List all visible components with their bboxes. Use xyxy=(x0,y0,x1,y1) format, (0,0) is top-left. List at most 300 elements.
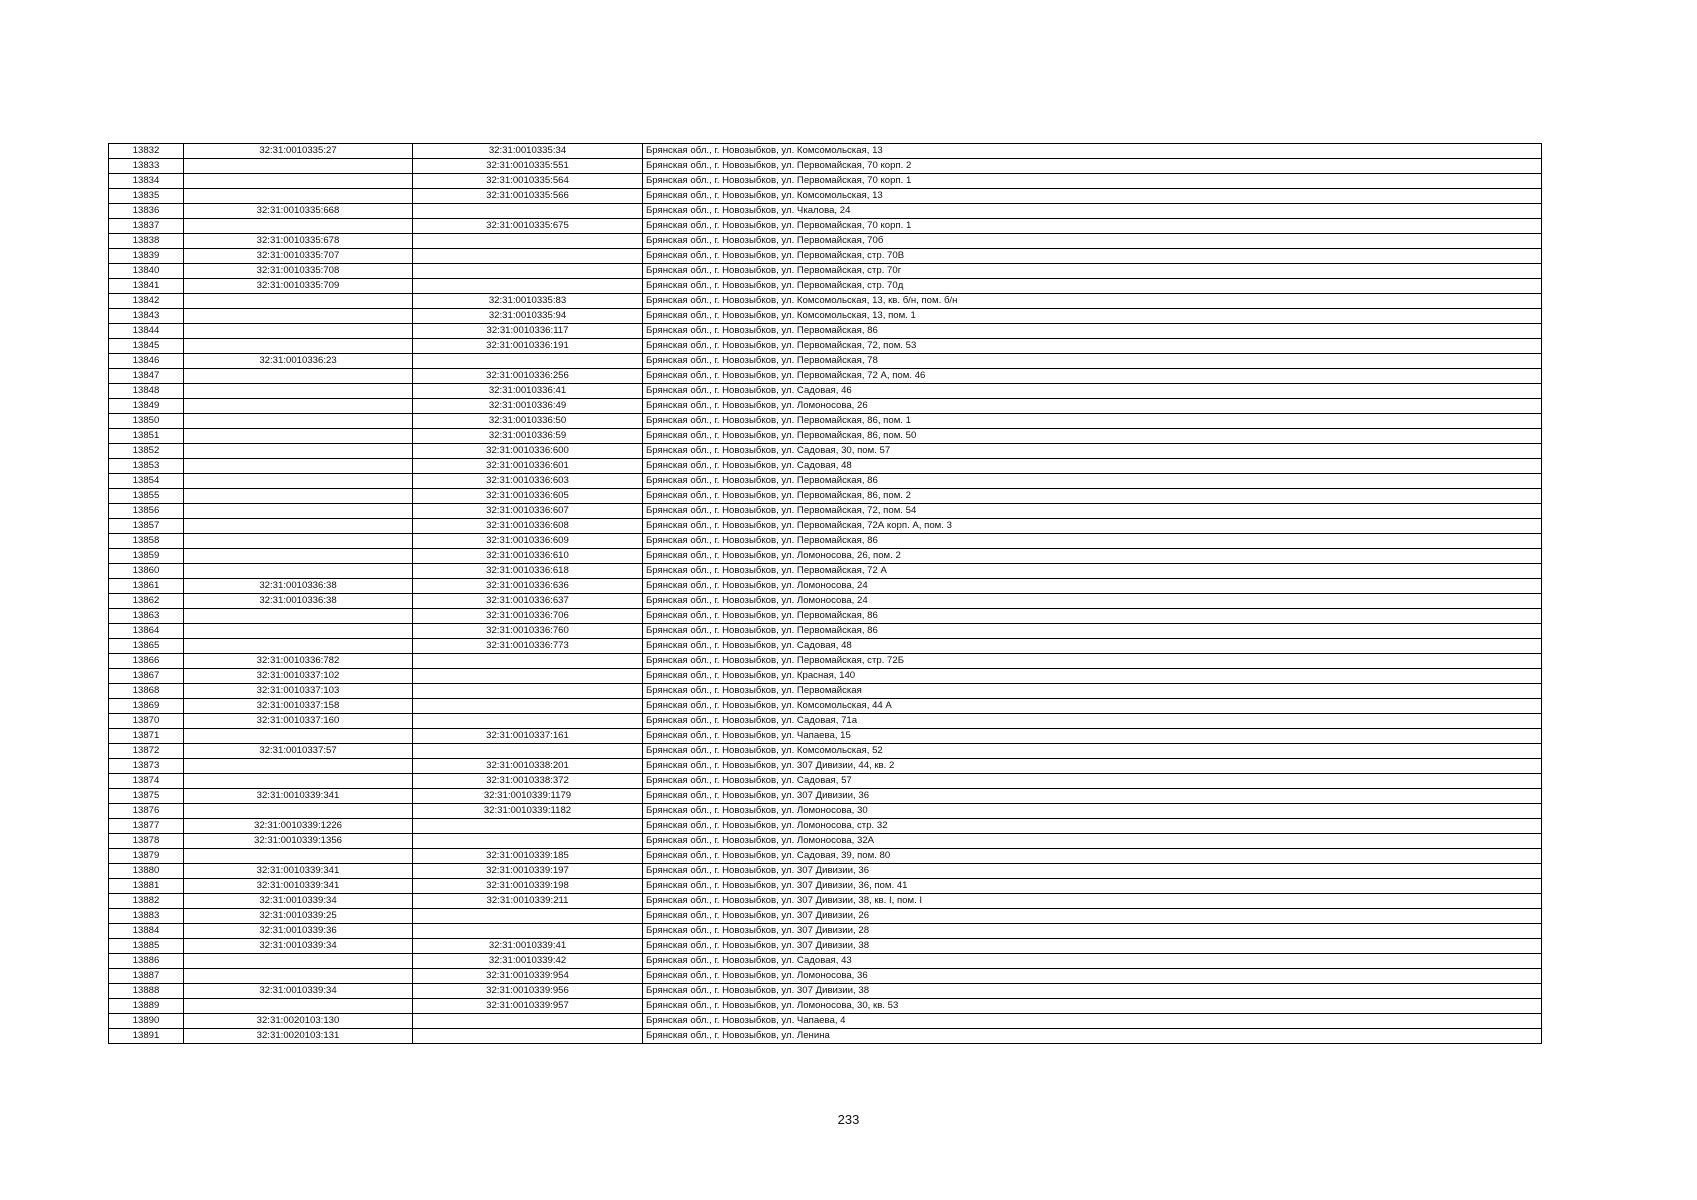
address-cell: Брянская обл., г. Новозыбков, ул. Комсомольская, 44 А xyxy=(643,699,1542,714)
row-number-cell: 13844 xyxy=(109,324,184,339)
row-number-cell: 13848 xyxy=(109,384,184,399)
object-cadastral-number-cell xyxy=(413,264,643,279)
row-number-cell: 13867 xyxy=(109,669,184,684)
land-cadastral-number-cell: 32:31:0010337:158 xyxy=(184,699,413,714)
address-cell: Брянская обл., г. Новозыбков, ул. 307 Дивизии, 38, кв. I, пом. I xyxy=(643,894,1542,909)
land-cadastral-number-cell xyxy=(184,564,413,579)
row-number-cell: 13868 xyxy=(109,684,184,699)
object-cadastral-number-cell xyxy=(413,1014,643,1029)
row-number-cell: 13836 xyxy=(109,204,184,219)
object-cadastral-number-cell: 32:31:0010336:603 xyxy=(413,474,643,489)
table-row xyxy=(109,969,1542,984)
page-number: 233 xyxy=(837,1112,860,1127)
row-number-cell: 13889 xyxy=(109,999,184,1014)
object-cadastral-number-cell: 32:31:0010336:610 xyxy=(413,549,643,564)
land-cadastral-number-cell: 32:31:0010335:709 xyxy=(184,279,413,294)
row-number-cell: 13849 xyxy=(109,399,184,414)
row-number-cell: 13880 xyxy=(109,864,184,879)
object-cadastral-number-cell xyxy=(413,684,643,699)
row-number-cell: 13877 xyxy=(109,819,184,834)
table-row xyxy=(109,324,1542,339)
table-row xyxy=(109,579,1542,594)
table-row xyxy=(109,864,1542,879)
table-row xyxy=(109,429,1542,444)
table-row xyxy=(109,804,1542,819)
table-row xyxy=(109,714,1542,729)
row-number-cell: 13870 xyxy=(109,714,184,729)
row-number-cell: 13840 xyxy=(109,264,184,279)
table-row xyxy=(109,279,1542,294)
object-cadastral-number-cell xyxy=(413,669,643,684)
row-number-cell: 13846 xyxy=(109,354,184,369)
object-cadastral-number-cell: 32:31:0010339:1182 xyxy=(413,804,643,819)
address-cell: Брянская обл., г. Новозыбков, ул. Ломоносова, 36 xyxy=(643,969,1542,984)
row-number-cell: 13871 xyxy=(109,729,184,744)
land-cadastral-number-cell xyxy=(184,384,413,399)
row-number-cell: 13853 xyxy=(109,459,184,474)
object-cadastral-number-cell: 32:31:0010336:618 xyxy=(413,564,643,579)
row-number-cell: 13835 xyxy=(109,189,184,204)
table-row xyxy=(109,729,1542,744)
address-cell: Брянская обл., г. Новозыбков, ул. Первомайская, 78 xyxy=(643,354,1542,369)
address-cell: Брянская обл., г. Новозыбков, ул. Первомайская, 86 xyxy=(643,624,1542,639)
table-row xyxy=(109,519,1542,534)
row-number-cell: 13852 xyxy=(109,444,184,459)
table-row xyxy=(109,909,1542,924)
row-number-cell: 13854 xyxy=(109,474,184,489)
address-cell: Брянская обл., г. Новозыбков, ул. Комсомольская, 13 xyxy=(643,144,1542,159)
table-row xyxy=(109,624,1542,639)
address-cell: Брянская обл., г. Новозыбков, ул. Садовая, 30, пом. 57 xyxy=(643,444,1542,459)
address-cell: Брянская обл., г. Новозыбков, ул. Первомайская, 86 xyxy=(643,474,1542,489)
row-number-cell: 13890 xyxy=(109,1014,184,1029)
object-cadastral-number-cell: 32:31:0010338:372 xyxy=(413,774,643,789)
object-cadastral-number-cell: 32:31:0010339:185 xyxy=(413,849,643,864)
object-cadastral-number-cell: 32:31:0010339:198 xyxy=(413,879,643,894)
land-cadastral-number-cell: 32:31:0010339:1226 xyxy=(184,819,413,834)
land-cadastral-number-cell: 32:31:0010336:38 xyxy=(184,579,413,594)
table-row xyxy=(109,459,1542,474)
object-cadastral-number-cell xyxy=(413,744,643,759)
row-number-cell: 13875 xyxy=(109,789,184,804)
address-cell: Брянская обл., г. Новозыбков, ул. Ломоносова, 32А xyxy=(643,834,1542,849)
land-cadastral-number-cell xyxy=(184,969,413,984)
land-cadastral-number-cell xyxy=(184,489,413,504)
table-row xyxy=(109,639,1542,654)
land-cadastral-number-cell: 32:31:0010336:782 xyxy=(184,654,413,669)
address-cell: Брянская обл., г. Новозыбков, ул. Садовая, 46 xyxy=(643,384,1542,399)
table-row xyxy=(109,294,1542,309)
land-cadastral-number-cell xyxy=(184,414,413,429)
object-cadastral-number-cell: 32:31:0010335:551 xyxy=(413,159,643,174)
address-cell: Брянская обл., г. Новозыбков, ул. Первомайская, 86 xyxy=(643,324,1542,339)
table-row xyxy=(109,669,1542,684)
row-number-cell: 13842 xyxy=(109,294,184,309)
table-row xyxy=(109,774,1542,789)
address-cell: Брянская обл., г. Новозыбков, ул. Садовая, 71а xyxy=(643,714,1542,729)
row-number-cell: 13879 xyxy=(109,849,184,864)
object-cadastral-number-cell: 32:31:0010336:760 xyxy=(413,624,643,639)
land-cadastral-number-cell xyxy=(184,639,413,654)
address-cell: Брянская обл., г. Новозыбков, ул. Садовая, 48 xyxy=(643,459,1542,474)
object-cadastral-number-cell: 32:31:0010335:34 xyxy=(413,144,643,159)
address-cell: Брянская обл., г. Новозыбков, ул. Первомайская, 72А корп. А, пом. 3 xyxy=(643,519,1542,534)
object-cadastral-number-cell: 32:31:0010336:50 xyxy=(413,414,643,429)
row-number-cell: 13887 xyxy=(109,969,184,984)
table-row xyxy=(109,819,1542,834)
address-cell: Брянская обл., г. Новозыбков, ул. Комсомольская, 52 xyxy=(643,744,1542,759)
row-number-cell: 13832 xyxy=(109,144,184,159)
land-cadastral-number-cell xyxy=(184,294,413,309)
land-cadastral-number-cell: 32:31:0010337:57 xyxy=(184,744,413,759)
land-cadastral-number-cell: 32:31:0010335:678 xyxy=(184,234,413,249)
address-cell: Брянская обл., г. Новозыбков, ул. Чапаева, 4 xyxy=(643,1014,1542,1029)
land-cadastral-number-cell xyxy=(184,774,413,789)
land-cadastral-number-cell xyxy=(184,459,413,474)
table-row xyxy=(109,549,1542,564)
table-row xyxy=(109,879,1542,894)
object-cadastral-number-cell xyxy=(413,834,643,849)
row-number-cell: 13855 xyxy=(109,489,184,504)
row-number-cell: 13860 xyxy=(109,564,184,579)
object-cadastral-number-cell xyxy=(413,1029,643,1044)
land-cadastral-number-cell xyxy=(184,609,413,624)
object-cadastral-number-cell xyxy=(413,654,643,669)
land-cadastral-number-cell: 32:31:0010339:25 xyxy=(184,909,413,924)
row-number-cell: 13869 xyxy=(109,699,184,714)
land-cadastral-number-cell: 32:31:0010335:668 xyxy=(184,204,413,219)
row-number-cell: 13845 xyxy=(109,339,184,354)
table-row xyxy=(109,564,1542,579)
row-number-cell: 13874 xyxy=(109,774,184,789)
object-cadastral-number-cell: 32:31:0010335:675 xyxy=(413,219,643,234)
object-cadastral-number-cell xyxy=(413,699,643,714)
address-cell: Брянская обл., г. Новозыбков, ул. 307 Дивизии, 36 xyxy=(643,864,1542,879)
row-number-cell: 13858 xyxy=(109,534,184,549)
row-number-cell: 13864 xyxy=(109,624,184,639)
land-cadastral-number-cell xyxy=(184,729,413,744)
land-cadastral-number-cell xyxy=(184,954,413,969)
address-cell: Брянская обл., г. Новозыбков, ул. 307 Дивизии, 38 xyxy=(643,984,1542,999)
table-row xyxy=(109,144,1542,159)
land-cadastral-number-cell xyxy=(184,159,413,174)
address-cell: Брянская обл., г. Новозыбков, ул. Первомайская, 86, пом. 50 xyxy=(643,429,1542,444)
land-cadastral-number-cell xyxy=(184,324,413,339)
address-cell: Брянская обл., г. Новозыбков, ул. Первомайская, 86, пом. 1 xyxy=(643,414,1542,429)
address-cell: Брянская обл., г. Новозыбков, ул. 307 Дивизии, 26 xyxy=(643,909,1542,924)
address-cell: Брянская обл., г. Новозыбков, ул. Красная, 140 xyxy=(643,669,1542,684)
table-row xyxy=(109,159,1542,174)
address-cell: Брянская обл., г. Новозыбков, ул. Садовая, 48 xyxy=(643,639,1542,654)
object-cadastral-number-cell: 32:31:0010335:94 xyxy=(413,309,643,324)
row-number-cell: 13838 xyxy=(109,234,184,249)
table-row xyxy=(109,384,1542,399)
land-cadastral-number-cell: 32:31:0010339:34 xyxy=(184,939,413,954)
address-cell: Брянская обл., г. Новозыбков, ул. Садовая, 43 xyxy=(643,954,1542,969)
address-cell: Брянская обл., г. Новозыбков, ул. Чкалова, 24 xyxy=(643,204,1542,219)
table-row xyxy=(109,594,1542,609)
registry-table xyxy=(108,143,1542,1044)
land-cadastral-number-cell xyxy=(184,549,413,564)
object-cadastral-number-cell: 32:31:0010336:637 xyxy=(413,594,643,609)
address-cell: Брянская обл., г. Новозыбков, ул. Первомайская, 72 А xyxy=(643,564,1542,579)
address-cell: Брянская обл., г. Новозыбков, ул. Ломоносова, 30 xyxy=(643,804,1542,819)
registry-table-body xyxy=(109,144,1542,1044)
table-row xyxy=(109,654,1542,669)
address-cell: Брянская обл., г. Новозыбков, ул. 307 Дивизии, 44, кв. 2 xyxy=(643,759,1542,774)
object-cadastral-number-cell: 32:31:0010336:41 xyxy=(413,384,643,399)
object-cadastral-number-cell: 32:31:0010336:607 xyxy=(413,504,643,519)
land-cadastral-number-cell: 32:31:0010335:708 xyxy=(184,264,413,279)
land-cadastral-number-cell xyxy=(184,444,413,459)
table-row xyxy=(109,354,1542,369)
address-cell: Брянская обл., г. Новозыбков, ул. Ломоносова, 26 xyxy=(643,399,1542,414)
address-cell: Брянская обл., г. Новозыбков, ул. Первомайская, 72 А, пом. 46 xyxy=(643,369,1542,384)
table-row xyxy=(109,999,1542,1014)
land-cadastral-number-cell: 32:31:0020103:131 xyxy=(184,1029,413,1044)
table-row xyxy=(109,609,1542,624)
object-cadastral-number-cell xyxy=(413,279,643,294)
row-number-cell: 13861 xyxy=(109,579,184,594)
table-row xyxy=(109,309,1542,324)
address-cell: Брянская обл., г. Новозыбков, ул. 307 Дивизии, 36 xyxy=(643,789,1542,804)
address-cell: Брянская обл., г. Новозыбков, ул. Чапаева, 15 xyxy=(643,729,1542,744)
table-row xyxy=(109,789,1542,804)
address-cell: Брянская обл., г. Новозыбков, ул. Комсомольская, 13, пом. 1 xyxy=(643,309,1542,324)
address-cell: Брянская обл., г. Новозыбков, ул. Первомайская, стр. 70В xyxy=(643,249,1542,264)
object-cadastral-number-cell: 32:31:0010336:600 xyxy=(413,444,643,459)
land-cadastral-number-cell: 32:31:0010339:1356 xyxy=(184,834,413,849)
row-number-cell: 13850 xyxy=(109,414,184,429)
object-cadastral-number-cell: 32:31:0010336:605 xyxy=(413,489,643,504)
address-cell: Брянская обл., г. Новозыбков, ул. 307 Дивизии, 38 xyxy=(643,939,1542,954)
table-row xyxy=(109,444,1542,459)
land-cadastral-number-cell: 32:31:0010337:102 xyxy=(184,669,413,684)
land-cadastral-number-cell xyxy=(184,219,413,234)
row-number-cell: 13856 xyxy=(109,504,184,519)
table-row xyxy=(109,1014,1542,1029)
row-number-cell: 13847 xyxy=(109,369,184,384)
address-cell: Брянская обл., г. Новозыбков, ул. Ломоносова, 24 xyxy=(643,579,1542,594)
land-cadastral-number-cell xyxy=(184,309,413,324)
object-cadastral-number-cell: 32:31:0010335:83 xyxy=(413,294,643,309)
object-cadastral-number-cell: 32:31:0010336:609 xyxy=(413,534,643,549)
table-row xyxy=(109,849,1542,864)
land-cadastral-number-cell xyxy=(184,339,413,354)
table-row xyxy=(109,414,1542,429)
land-cadastral-number-cell xyxy=(184,849,413,864)
object-cadastral-number-cell xyxy=(413,909,643,924)
table-row xyxy=(109,189,1542,204)
object-cadastral-number-cell: 32:31:0010335:564 xyxy=(413,174,643,189)
row-number-cell: 13872 xyxy=(109,744,184,759)
table-row xyxy=(109,759,1542,774)
registry-table-container xyxy=(108,143,1541,1044)
land-cadastral-number-cell: 32:31:0010337:160 xyxy=(184,714,413,729)
table-row xyxy=(109,984,1542,999)
table-row xyxy=(109,369,1542,384)
table-row xyxy=(109,174,1542,189)
row-number-cell: 13862 xyxy=(109,594,184,609)
object-cadastral-number-cell: 32:31:0010339:42 xyxy=(413,954,643,969)
row-number-cell: 13888 xyxy=(109,984,184,999)
land-cadastral-number-cell: 32:31:0020103:130 xyxy=(184,1014,413,1029)
row-number-cell: 13885 xyxy=(109,939,184,954)
address-cell: Брянская обл., г. Новозыбков, ул. Первомайская, 70 корп. 1 xyxy=(643,219,1542,234)
object-cadastral-number-cell: 32:31:0010336:773 xyxy=(413,639,643,654)
table-row xyxy=(109,264,1542,279)
address-cell: Брянская обл., г. Новозыбков, ул. Первомайская xyxy=(643,684,1542,699)
land-cadastral-number-cell xyxy=(184,174,413,189)
table-row xyxy=(109,699,1542,714)
object-cadastral-number-cell: 32:31:0010339:1179 xyxy=(413,789,643,804)
address-cell: Брянская обл., г. Новозыбков, ул. Первомайская, 70б xyxy=(643,234,1542,249)
table-row xyxy=(109,219,1542,234)
table-row xyxy=(109,534,1542,549)
land-cadastral-number-cell xyxy=(184,399,413,414)
land-cadastral-number-cell xyxy=(184,759,413,774)
object-cadastral-number-cell: 32:31:0010335:566 xyxy=(413,189,643,204)
row-number-cell: 13837 xyxy=(109,219,184,234)
object-cadastral-number-cell xyxy=(413,249,643,264)
table-row xyxy=(109,954,1542,969)
table-row xyxy=(109,489,1542,504)
object-cadastral-number-cell xyxy=(413,819,643,834)
address-cell: Брянская обл., г. Новозыбков, ул. 307 Дивизии, 28 xyxy=(643,924,1542,939)
land-cadastral-number-cell xyxy=(184,369,413,384)
land-cadastral-number-cell xyxy=(184,474,413,489)
table-row xyxy=(109,204,1542,219)
row-number-cell: 13865 xyxy=(109,639,184,654)
address-cell: Брянская обл., г. Новозыбков, ул. Первомайская, 86, пом. 2 xyxy=(643,489,1542,504)
object-cadastral-number-cell: 32:31:0010339:41 xyxy=(413,939,643,954)
row-number-cell: 13834 xyxy=(109,174,184,189)
row-number-cell: 13884 xyxy=(109,924,184,939)
object-cadastral-number-cell: 32:31:0010336:191 xyxy=(413,339,643,354)
object-cadastral-number-cell: 32:31:0010339:954 xyxy=(413,969,643,984)
table-row xyxy=(109,234,1542,249)
address-cell: Брянская обл., г. Новозыбков, ул. Ломоносова, 24 xyxy=(643,594,1542,609)
table-row xyxy=(109,939,1542,954)
object-cadastral-number-cell: 32:31:0010336:117 xyxy=(413,324,643,339)
row-number-cell: 13873 xyxy=(109,759,184,774)
address-cell: Брянская обл., г. Новозыбков, ул. Первомайская, 86 xyxy=(643,609,1542,624)
address-cell: Брянская обл., г. Новозыбков, ул. Ленина xyxy=(643,1029,1542,1044)
address-cell: Брянская обл., г. Новозыбков, ул. Первомайская, 70 корп. 2 xyxy=(643,159,1542,174)
address-cell: Брянская обл., г. Новозыбков, ул. Первомайская, 70 корп. 1 xyxy=(643,174,1542,189)
object-cadastral-number-cell: 32:31:0010337:161 xyxy=(413,729,643,744)
object-cadastral-number-cell: 32:31:0010336:256 xyxy=(413,369,643,384)
address-cell: Брянская обл., г. Новозыбков, ул. Первомайская, 72, пом. 53 xyxy=(643,339,1542,354)
row-number-cell: 13859 xyxy=(109,549,184,564)
table-row xyxy=(109,399,1542,414)
table-row xyxy=(109,744,1542,759)
row-number-cell: 13841 xyxy=(109,279,184,294)
object-cadastral-number-cell: 32:31:0010339:957 xyxy=(413,999,643,1014)
table-row xyxy=(109,249,1542,264)
address-cell: Брянская обл., г. Новозыбков, ул. Первомайская, 86 xyxy=(643,534,1542,549)
row-number-cell: 13891 xyxy=(109,1029,184,1044)
address-cell: Брянская обл., г. Новозыбков, ул. Первомайская, стр. 70г xyxy=(643,264,1542,279)
land-cadastral-number-cell: 32:31:0010339:34 xyxy=(184,894,413,909)
row-number-cell: 13866 xyxy=(109,654,184,669)
land-cadastral-number-cell xyxy=(184,999,413,1014)
object-cadastral-number-cell: 32:31:0010339:956 xyxy=(413,984,643,999)
object-cadastral-number-cell: 32:31:0010339:197 xyxy=(413,864,643,879)
table-row xyxy=(109,684,1542,699)
land-cadastral-number-cell xyxy=(184,519,413,534)
row-number-cell: 13878 xyxy=(109,834,184,849)
row-number-cell: 13839 xyxy=(109,249,184,264)
row-number-cell: 13857 xyxy=(109,519,184,534)
land-cadastral-number-cell: 32:31:0010339:341 xyxy=(184,789,413,804)
object-cadastral-number-cell xyxy=(413,204,643,219)
address-cell: Брянская обл., г. Новозыбков, ул. Садовая, 39, пом. 80 xyxy=(643,849,1542,864)
object-cadastral-number-cell xyxy=(413,234,643,249)
address-cell: Брянская обл., г. Новозыбков, ул. 307 Дивизии, 36, пом. 41 xyxy=(643,879,1542,894)
row-number-cell: 13876 xyxy=(109,804,184,819)
object-cadastral-number-cell: 32:31:0010336:636 xyxy=(413,579,643,594)
object-cadastral-number-cell: 32:31:0010336:608 xyxy=(413,519,643,534)
address-cell: Брянская обл., г. Новозыбков, ул. Первомайская, стр. 70д xyxy=(643,279,1542,294)
land-cadastral-number-cell: 32:31:0010337:103 xyxy=(184,684,413,699)
land-cadastral-number-cell: 32:31:0010336:23 xyxy=(184,354,413,369)
land-cadastral-number-cell xyxy=(184,429,413,444)
land-cadastral-number-cell: 32:31:0010335:27 xyxy=(184,144,413,159)
row-number-cell: 13882 xyxy=(109,894,184,909)
row-number-cell: 13851 xyxy=(109,429,184,444)
table-row xyxy=(109,339,1542,354)
land-cadastral-number-cell: 32:31:0010339:341 xyxy=(184,879,413,894)
table-row xyxy=(109,1029,1542,1044)
row-number-cell: 13886 xyxy=(109,954,184,969)
object-cadastral-number-cell xyxy=(413,714,643,729)
table-row xyxy=(109,924,1542,939)
object-cadastral-number-cell: 32:31:0010336:59 xyxy=(413,429,643,444)
table-row xyxy=(109,834,1542,849)
address-cell: Брянская обл., г. Новозыбков, ул. Ломоносова, 30, кв. 53 xyxy=(643,999,1542,1014)
land-cadastral-number-cell xyxy=(184,504,413,519)
row-number-cell: 13881 xyxy=(109,879,184,894)
land-cadastral-number-cell: 32:31:0010339:34 xyxy=(184,984,413,999)
address-cell: Брянская обл., г. Новозыбков, ул. Ломоносова, 26, пом. 2 xyxy=(643,549,1542,564)
row-number-cell: 13843 xyxy=(109,309,184,324)
object-cadastral-number-cell: 32:31:0010338:201 xyxy=(413,759,643,774)
land-cadastral-number-cell xyxy=(184,804,413,819)
address-cell: Брянская обл., г. Новозыбков, ул. Комсомольская, 13, кв. б/н, пом. б/н xyxy=(643,294,1542,309)
object-cadastral-number-cell: 32:31:0010336:601 xyxy=(413,459,643,474)
address-cell: Брянская обл., г. Новозыбков, ул. Садовая, 57 xyxy=(643,774,1542,789)
row-number-cell: 13833 xyxy=(109,159,184,174)
row-number-cell: 13863 xyxy=(109,609,184,624)
address-cell: Брянская обл., г. Новозыбков, ул. Первомайская, стр. 72Б xyxy=(643,654,1542,669)
object-cadastral-number-cell: 32:31:0010336:49 xyxy=(413,399,643,414)
land-cadastral-number-cell: 32:31:0010336:38 xyxy=(184,594,413,609)
object-cadastral-number-cell: 32:31:0010339:211 xyxy=(413,894,643,909)
address-cell: Брянская обл., г. Новозыбков, ул. Комсомольская, 13 xyxy=(643,189,1542,204)
land-cadastral-number-cell xyxy=(184,624,413,639)
address-cell: Брянская обл., г. Новозыбков, ул. Первомайская, 72, пом. 54 xyxy=(643,504,1542,519)
land-cadastral-number-cell xyxy=(184,534,413,549)
address-cell: Брянская обл., г. Новозыбков, ул. Ломоносова, стр. 32 xyxy=(643,819,1542,834)
object-cadastral-number-cell xyxy=(413,924,643,939)
land-cadastral-number-cell: 32:31:0010335:707 xyxy=(184,249,413,264)
object-cadastral-number-cell xyxy=(413,354,643,369)
land-cadastral-number-cell xyxy=(184,189,413,204)
row-number-cell: 13883 xyxy=(109,909,184,924)
table-row xyxy=(109,474,1542,489)
land-cadastral-number-cell: 32:31:0010339:341 xyxy=(184,864,413,879)
